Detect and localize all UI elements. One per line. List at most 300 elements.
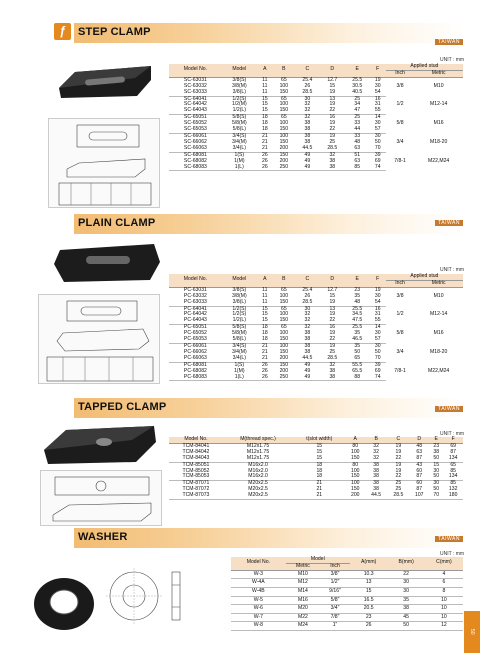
table-cell: 1/2(S) <box>232 311 247 318</box>
table-cell: 55.5 <box>352 361 363 368</box>
table-cell: 23 <box>354 286 361 293</box>
table-cell: 100 <box>279 132 289 139</box>
table-cell: W-5 <box>231 596 286 605</box>
table-cell: 38 <box>304 348 311 355</box>
table-cell: 10 <box>425 605 463 614</box>
table-cell: 26 <box>261 157 268 164</box>
tapped-clamp-table <box>169 437 463 500</box>
table-cell: 3/8(L) <box>222 90 257 96</box>
table-cell: SC-65053 <box>169 127 222 133</box>
table-cell: W-7 <box>231 613 286 622</box>
table-cell: 11 <box>262 82 268 89</box>
table-cell: M18-20 <box>430 348 448 355</box>
column-header: D <box>320 64 345 77</box>
table-cell: 5/8(S) <box>232 114 247 121</box>
table-cell: 1/2" <box>320 579 350 588</box>
column-header: E <box>345 274 370 287</box>
table-cell: 21 <box>257 356 273 362</box>
plain-clamp-photo <box>52 242 162 289</box>
column-header: C <box>295 64 320 77</box>
table-cell: 100 <box>279 120 289 127</box>
table-cell: 32 <box>295 318 320 324</box>
table-cell: M20x2.5 <box>248 486 268 493</box>
table-cell: 1/2 <box>396 311 404 318</box>
table-cell: 25 <box>395 486 402 493</box>
column-header: E <box>429 437 443 443</box>
table-cell: 8 <box>425 588 463 597</box>
table-cell: 100 <box>279 330 289 337</box>
table-cell: 22 <box>320 127 345 133</box>
table-cell: M10 <box>433 82 444 89</box>
table-cell: 47 <box>345 108 370 114</box>
tapped-clamp-photo <box>40 422 160 473</box>
table-cell: 100 <box>279 82 289 89</box>
table-cell: 7/8" <box>320 613 350 622</box>
table-cell: 5/8(M) <box>231 120 247 127</box>
table-cell: 25 <box>329 138 336 145</box>
table-cell: 3/8(S) <box>232 286 247 293</box>
table-cell: 1/2(L) <box>222 108 257 114</box>
table-cell: PC-64041 <box>183 305 207 312</box>
table-cell: PC-66061 <box>183 342 207 349</box>
table-cell: 15 <box>261 305 268 312</box>
table-cell: 1(L) <box>222 375 257 381</box>
table-cell: 32 <box>295 108 320 114</box>
table-cell: 18 <box>257 127 273 133</box>
table-cell: 38 <box>320 375 345 381</box>
table-cell: M16 <box>433 120 444 127</box>
table-cell: 70 <box>429 493 443 499</box>
table-cell: PC-68082 <box>183 367 207 374</box>
table-cell: PC-63032 <box>183 292 207 299</box>
table-cell: M20x2.5 <box>223 493 293 499</box>
table-cell: TCM-85051 <box>182 461 210 468</box>
table-cell: 150 <box>273 300 295 306</box>
table-cell: 50 <box>387 622 424 631</box>
table-cell: 15 <box>350 588 387 597</box>
section-title: WASHER <box>78 531 128 543</box>
table-cell: 11 <box>262 76 268 83</box>
table-cell: 3/8(M) <box>231 82 247 89</box>
washer-table <box>231 557 463 631</box>
table-cell: 32 <box>329 361 336 368</box>
table-cell: 35 <box>354 342 361 349</box>
table-cell: 30 <box>433 467 440 474</box>
table-cell: 11 <box>257 90 273 96</box>
table-cell: 16 <box>329 114 336 121</box>
table-cell: 15 <box>261 95 268 102</box>
table-cell: 1(S) <box>234 151 245 158</box>
table-cell: 150 <box>279 138 289 145</box>
table-cell: 150 <box>273 108 295 114</box>
table-cell: 19 <box>329 132 336 139</box>
column-header: Metric <box>286 563 320 570</box>
table-cell: 38 <box>373 461 379 468</box>
table-cell: 3/8 <box>396 292 404 299</box>
table-cell: 38 <box>304 132 311 139</box>
table-cell: 3/8(M) <box>231 292 247 299</box>
table-cell: 22 <box>387 456 409 462</box>
table-cell: 25.4 <box>302 76 313 83</box>
table-cell: 200 <box>279 367 289 374</box>
table-cell: 30 <box>374 82 381 89</box>
table-cell: 19 <box>329 101 336 108</box>
table-cell: PC-66063 <box>169 356 222 362</box>
table-cell: 3/4 <box>396 138 404 145</box>
table-cell: 3/8 <box>396 82 404 89</box>
table-row <box>231 622 463 631</box>
table-cell: 50 <box>429 474 443 480</box>
table-cell: TCM-87071 <box>182 480 210 487</box>
table-cell: 3/4(L) <box>222 356 257 362</box>
table-cell: 19 <box>329 330 336 337</box>
table-cell: TCM-84043 <box>169 456 223 462</box>
table-cell: W-6 <box>231 605 286 614</box>
table-cell: SC-64041 <box>183 95 207 102</box>
table-cell: 74 <box>370 375 386 381</box>
table-cell: 33 <box>354 132 361 139</box>
table-cell: W-3 <box>231 570 286 579</box>
table-cell: 5/8(L) <box>222 337 257 343</box>
table-cell: 3/4(M) <box>231 138 247 145</box>
table-cell: 19 <box>329 342 336 349</box>
table-cell: 38 <box>365 474 387 480</box>
table-cell: 5/8(M) <box>231 330 247 337</box>
table-cell: 80 <box>352 461 359 468</box>
table-cell: 30 <box>304 95 311 102</box>
table-cell: 28.5 <box>320 356 345 362</box>
table-cell: 50 <box>433 486 440 493</box>
table-cell: 250 <box>273 375 295 381</box>
table-cell: 3/8" <box>320 570 350 579</box>
table-cell: 35 <box>387 596 424 605</box>
table-cell: 18 <box>257 337 273 343</box>
table-cell: 21 <box>261 138 268 145</box>
table-cell: 3/4" <box>320 605 350 614</box>
table-cell: 26 <box>304 292 311 299</box>
column-header: Model No. <box>169 64 222 77</box>
table-cell: 22 <box>320 318 345 324</box>
table-cell: 70 <box>370 146 386 152</box>
table-cell: W-8 <box>231 622 286 631</box>
table-cell: 60 <box>416 480 423 487</box>
table-cell: 44.5 <box>365 493 387 499</box>
brand-label: TAIWAN <box>435 39 463 45</box>
washer-header <box>26 528 463 548</box>
table-cell: 100 <box>279 101 289 108</box>
table-cell: 12.7 <box>327 286 338 293</box>
table-cell: 46.5 <box>345 337 370 343</box>
tapped-clamp-header <box>26 398 463 418</box>
table-cell: 13 <box>329 305 336 312</box>
page-number: 50 <box>464 611 480 653</box>
table-cell: 100 <box>279 292 289 299</box>
table-cell: 150 <box>279 151 289 158</box>
column-header: F <box>443 437 463 443</box>
table-cell: 19 <box>374 76 381 83</box>
table-row <box>231 588 463 597</box>
table-cell: 50 <box>374 138 381 145</box>
table-cell: SC-64043 <box>169 108 222 114</box>
table-cell: 15 <box>257 318 273 324</box>
table-cell: PC-65052 <box>183 330 207 337</box>
table-cell: 100 <box>279 311 289 318</box>
washer-drawing <box>104 566 194 624</box>
table-cell: 38 <box>304 138 311 145</box>
table-cell: 48 <box>354 138 361 145</box>
table-cell: SC-66062 <box>183 138 207 145</box>
table-cell: M16 <box>433 330 444 337</box>
table-cell: M10 <box>286 570 320 579</box>
table-cell: 39 <box>374 361 381 368</box>
table-cell: 25 <box>354 114 361 121</box>
table-cell: PC-64043 <box>169 318 222 324</box>
table-cell: 30 <box>387 588 424 597</box>
table-cell: 26 <box>261 367 268 374</box>
table-cell: 22 <box>387 570 424 579</box>
table-cell: M20 <box>286 605 320 614</box>
table-cell: 50 <box>374 348 381 355</box>
step-clamp-table <box>169 64 463 171</box>
table-cell: SC-68081 <box>183 151 207 158</box>
table-row <box>231 579 463 588</box>
table-cell: M20x2.5 <box>248 480 268 487</box>
table-cell: 51 <box>354 151 361 158</box>
table-cell: M22,M24 <box>428 367 450 374</box>
table-cell: 5/8 <box>396 330 404 337</box>
table-cell: 1" <box>320 622 350 631</box>
table-cell: W-4B <box>231 588 286 597</box>
table-cell: 18 <box>293 474 345 480</box>
table-cell: 39 <box>374 151 381 158</box>
table-cell: 1(M) <box>234 367 245 374</box>
table-cell: 15 <box>261 101 268 108</box>
table-cell: 87 <box>409 456 429 462</box>
table-cell: PC-68081 <box>183 361 207 368</box>
table-cell: 100 <box>350 480 360 487</box>
table-cell: 13 <box>329 95 336 102</box>
table-cell: 88 <box>345 375 370 381</box>
table-cell: 3/4(M) <box>231 348 247 355</box>
table-cell: 38 <box>387 605 424 614</box>
table-cell: 4 <box>425 570 463 579</box>
table-cell: 69 <box>374 367 381 374</box>
column-header: B <box>273 274 295 287</box>
table-cell: 150 <box>345 474 365 480</box>
step-clamp-drawing <box>48 118 160 208</box>
table-cell: TCM-87073 <box>169 493 223 499</box>
table-cell: 65 <box>345 356 370 362</box>
table-cell: 47.5 <box>345 318 370 324</box>
table-row <box>169 493 463 499</box>
table-cell: 21 <box>261 342 268 349</box>
table-cell: 87 <box>409 474 429 480</box>
table-cell: SC-63031 <box>183 76 207 83</box>
table-cell: 5/8 <box>396 120 404 127</box>
table-cell: M12x1.75 <box>246 448 270 455</box>
table-cell: M14 <box>286 588 320 597</box>
column-header: A <box>345 437 365 443</box>
column-header: C(mm) <box>425 557 463 570</box>
table-cell: 65 <box>281 114 287 121</box>
table-cell: 55 <box>370 108 386 114</box>
table-cell: 14 <box>374 324 381 331</box>
table-cell: 25 <box>329 348 336 355</box>
table-cell: 48 <box>345 300 370 306</box>
table-cell: 200 <box>345 493 365 499</box>
table-cell: 19 <box>320 300 345 306</box>
table-cell: 33 <box>354 120 361 127</box>
table-cell: 85 <box>345 165 370 171</box>
table-cell: 16 <box>374 305 381 312</box>
table-cell: 3/8(S) <box>232 76 247 83</box>
table-cell: 1(M) <box>234 157 245 164</box>
table-cell: 31 <box>374 311 381 318</box>
table-cell: 250 <box>273 165 295 171</box>
table-cell: 49 <box>304 367 311 374</box>
table-cell: 65 <box>281 324 287 331</box>
table-cell: SC-64042 <box>183 101 207 108</box>
column-header: Model No. <box>169 274 222 287</box>
table-cell: 21 <box>293 493 345 499</box>
table-cell: M12 <box>286 579 320 588</box>
table-cell: SC-65052 <box>183 120 207 127</box>
table-cell: 38 <box>304 330 311 337</box>
table-cell: 35 <box>354 330 361 337</box>
table-cell: 44 <box>345 127 370 133</box>
table-cell: 1/2(L) <box>222 318 257 324</box>
table-cell: 26 <box>304 82 311 89</box>
table-cell: TCM-85053 <box>169 474 223 480</box>
table-cell: 30 <box>304 305 311 312</box>
table-cell: 49 <box>304 151 311 158</box>
column-header: t(slot width) <box>293 437 345 443</box>
table-cell: 200 <box>279 157 289 164</box>
table-cell: 30 <box>387 579 424 588</box>
table-cell: 70 <box>370 356 386 362</box>
column-header: B <box>273 64 295 77</box>
table-cell: 30 <box>374 120 381 127</box>
table-cell: 80 <box>352 442 359 449</box>
table-cell: 19 <box>395 448 402 455</box>
table-cell: 3/4 <box>396 348 404 355</box>
table-cell: 28.5 <box>387 493 409 499</box>
table-cell: 21 <box>316 480 323 487</box>
table-cell: 38 <box>329 157 336 164</box>
table-cell: 150 <box>273 318 295 324</box>
table-cell: 9/16" <box>320 588 350 597</box>
column-header: D <box>409 437 429 443</box>
table-cell: 63 <box>345 146 370 152</box>
brand-label: TAIWAN <box>435 220 463 226</box>
table-cell: 1/2 <box>396 101 404 108</box>
table-cell: 87 <box>450 448 456 455</box>
table-cell: M22,M24 <box>428 157 450 164</box>
table-cell: 38 <box>320 165 345 171</box>
unit-label: UNIT : mm <box>440 57 465 63</box>
table-cell: 28.5 <box>320 146 345 152</box>
table-cell: 18 <box>316 461 323 468</box>
table-cell: 100 <box>350 467 360 474</box>
table-cell: 38 <box>329 367 336 374</box>
column-header: C <box>295 274 320 287</box>
table-cell: 57 <box>370 337 386 343</box>
column-header: E <box>345 64 370 77</box>
table-cell: 40.5 <box>345 90 370 96</box>
brand-label: TAIWAN <box>435 536 463 542</box>
table-cell: 19 <box>329 120 336 127</box>
table-cell: 32 <box>304 311 311 318</box>
table-cell: 38 <box>373 480 379 487</box>
table-cell: 21 <box>261 348 268 355</box>
table-cell: 3/4(L) <box>222 146 257 152</box>
table-cell: 11 <box>262 292 268 299</box>
table-cell: 38 <box>304 120 311 127</box>
plain-clamp-header <box>26 214 463 234</box>
table-cell: PC-65053 <box>169 337 222 343</box>
table-cell: 132 <box>448 486 458 493</box>
column-header: Metric <box>414 70 463 77</box>
table-cell: 150 <box>279 348 289 355</box>
column-header: Model <box>286 557 350 563</box>
table-cell: 65 <box>281 76 287 83</box>
unit-label: UNIT : mm <box>440 267 465 273</box>
table-cell: 63 <box>416 448 423 455</box>
table-cell: 30 <box>374 342 381 349</box>
table-cell: 15 <box>433 461 440 468</box>
table-cell: 200 <box>273 356 295 362</box>
table-cell: 14 <box>374 114 381 121</box>
table-cell: M22 <box>286 613 320 622</box>
table-cell: 15 <box>293 456 345 462</box>
table-cell: M16 <box>286 596 320 605</box>
step-clamp-photo <box>55 58 155 111</box>
table-cell: 15 <box>261 311 268 318</box>
table-cell: 21 <box>316 486 323 493</box>
table-cell: 150 <box>273 90 295 96</box>
table-cell: 63 <box>354 157 361 164</box>
table-cell: 19 <box>395 442 402 449</box>
table-cell: SC-63032 <box>183 82 207 89</box>
table-cell: 150 <box>273 127 295 133</box>
table-cell: 15 <box>316 442 323 449</box>
table-cell: 60 <box>416 467 423 474</box>
table-cell: 21 <box>257 146 273 152</box>
table-cell: 34.5 <box>352 311 363 318</box>
table-cell: 85 <box>450 467 456 474</box>
table-cell: 25.5 <box>352 305 363 312</box>
table-cell: 180 <box>443 493 463 499</box>
table-cell: 15 <box>329 82 336 89</box>
table-cell: 25 <box>354 95 361 102</box>
table-cell: 32 <box>365 456 387 462</box>
table-cell: 150 <box>279 361 289 368</box>
table-cell: 200 <box>273 146 295 152</box>
table-cell: SC-68083 <box>169 165 222 171</box>
table-cell: 30.5 <box>352 82 363 89</box>
table-cell: M16x2.0 <box>248 461 268 468</box>
table-cell: SC-68082 <box>183 157 207 164</box>
table-cell: 26 <box>257 165 273 171</box>
table-cell: 49 <box>295 165 320 171</box>
table-cell: 32 <box>373 442 379 449</box>
table-cell: 30 <box>433 480 440 487</box>
table-cell: 19 <box>329 311 336 318</box>
table-cell: PC-66062 <box>183 348 207 355</box>
table-cell: 32 <box>304 324 311 331</box>
table-cell: M12x1.75 <box>246 442 270 449</box>
table-cell: M16x2.0 <box>248 467 268 474</box>
